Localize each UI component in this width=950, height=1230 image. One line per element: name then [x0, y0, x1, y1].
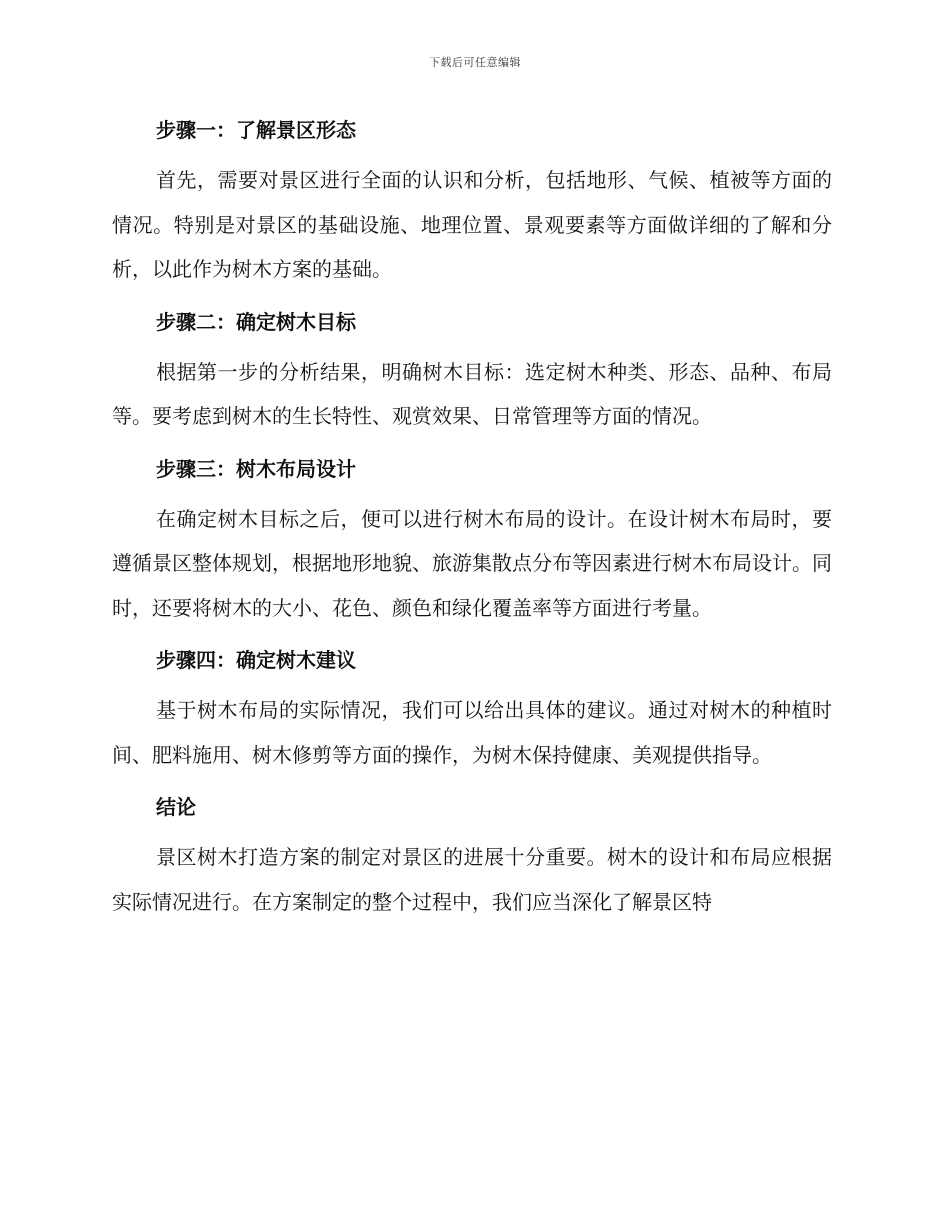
section-paragraph-step-2: 根据第一步的分析结果，明确树木目标：选定树木种类、形态、品种、布局等。要考虑到树木的生长特性、观赏效果、日常管理等方面的情况。 — [112, 359, 832, 428]
section-heading-step-2: 步骤二：确定树木目标 — [156, 309, 356, 334]
section-paragraph-step-4: 基于树木布局的实际情况，我们可以给出具体的建议。通过对树木的种植时间、肥料施用、树木修剪等方面的操作，为树木保持健康、美观提供指导。 — [112, 698, 832, 767]
section-paragraph-step-3: 在确定树木目标之后，便可以进行树木布局的设计。在设计树木布局时，要遵循景区整体规划，根据地形地貌、旅游集散点分布等因素进行树木布局设计。同时，还要将树木的大小、花色、颜色和绿化覆盖率等方面进行考量。 — [112, 506, 832, 620]
page-header-note: 下载后可任意编辑 — [429, 56, 521, 69]
section-heading-step-4: 步骤四：确定树木建议 — [156, 648, 356, 672]
section-heading-conclusion: 结论 — [156, 795, 196, 819]
section-heading-step-3: 步骤三：树木布局设计 — [156, 456, 356, 481]
document-body — [112, 108, 832, 932]
section-paragraph-conclusion: 景区树木打造方案的制定对景区的进展十分重要。树木的设计和布局应根据实际情况进行。在方案制定的整个过程中，我们应当深化了解景区特 — [112, 845, 832, 914]
section-heading-step-1: 步骤一：了解景区形态 — [156, 118, 356, 142]
section-paragraph-step-1: 首先，需要对景区进行全面的认识和分析，包括地形、气候、植被等方面的情况。特别是对景区的基础设施、地理位置、景观要素等方面做详细的了解和分析，以此作为树木方案的基础。 — [112, 168, 832, 281]
